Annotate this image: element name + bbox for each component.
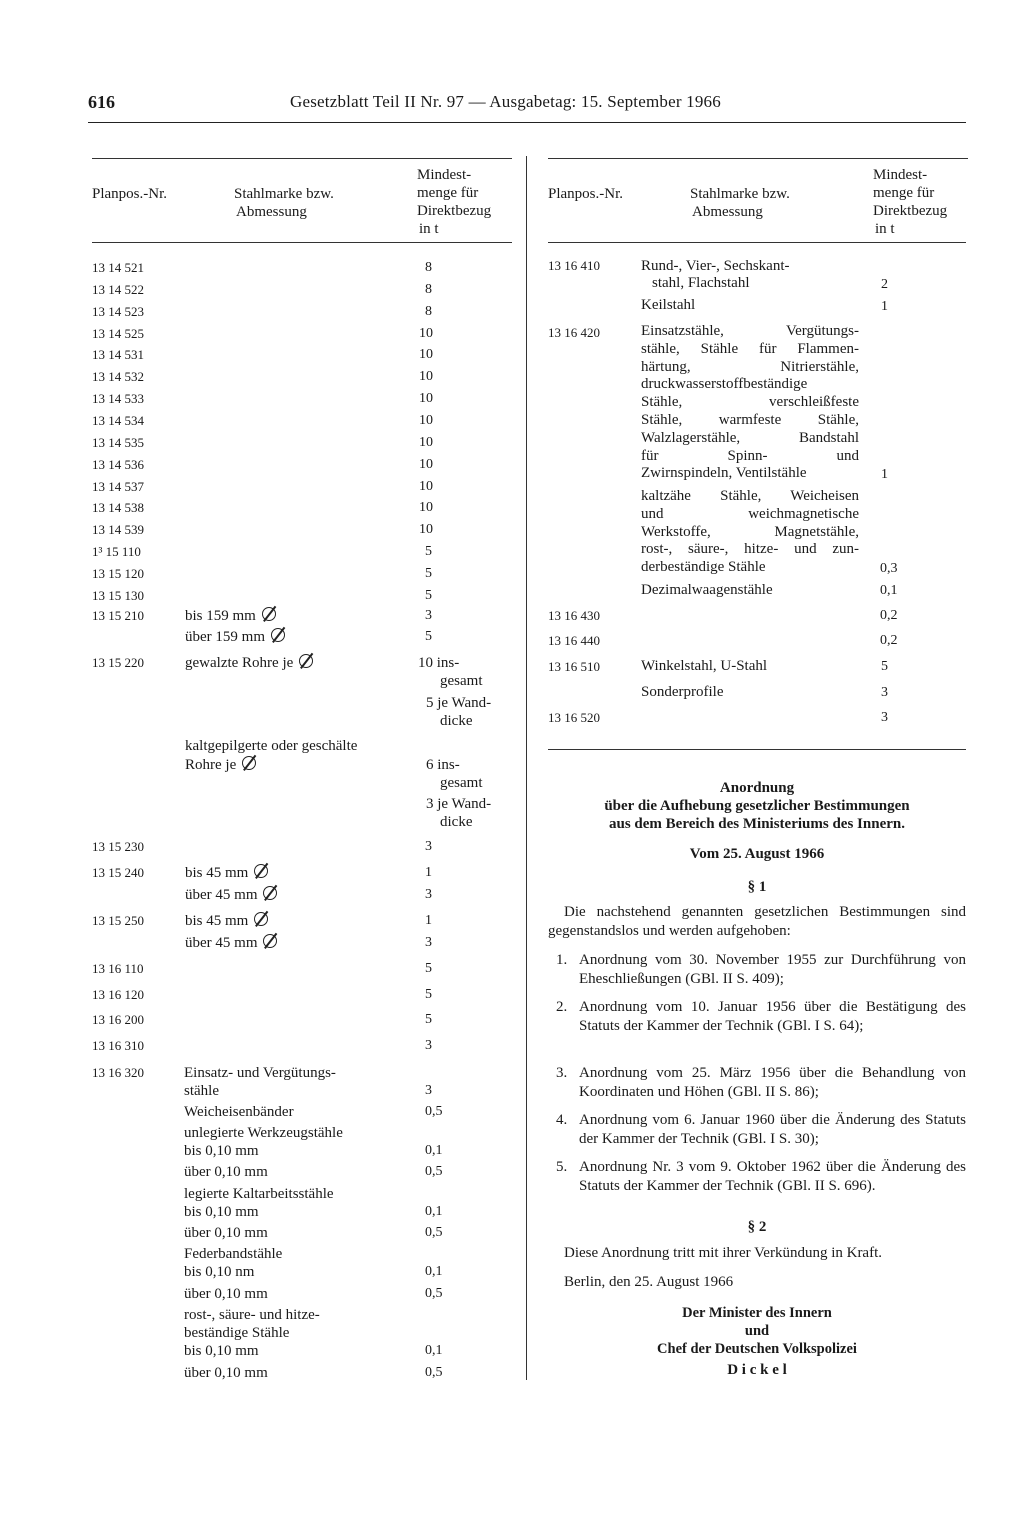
row-desc: beständige Stähle bbox=[184, 1325, 290, 1341]
row-qty: 3 bbox=[881, 710, 888, 725]
row-qty: 3 bbox=[425, 839, 432, 854]
row-qty: 5 bbox=[425, 544, 432, 559]
diameter-symbol bbox=[263, 886, 277, 900]
left-th-menge-2: menge für bbox=[417, 185, 479, 201]
row-nr: 13 14 539 bbox=[92, 522, 144, 537]
row-qty: 8 bbox=[425, 304, 432, 319]
row-qty: 0,1 bbox=[425, 1343, 443, 1358]
row-qty: 0,5 bbox=[425, 1286, 443, 1301]
right-th-menge-2: menge für bbox=[873, 185, 935, 201]
row-qty: 10 bbox=[419, 413, 433, 428]
list-item-number: 5. bbox=[556, 1159, 568, 1175]
row-nr: 13 14 531 bbox=[92, 347, 144, 362]
row-nr: 13 16 110 bbox=[92, 961, 144, 976]
row-desc: härtung, Nitrierstähle, bbox=[641, 359, 859, 375]
diameter-symbol bbox=[242, 756, 256, 770]
place-date: Berlin, den 25. August 1966 bbox=[564, 1274, 734, 1290]
page-number: 616 bbox=[88, 92, 115, 112]
row-qty: 0,5 bbox=[425, 1225, 443, 1240]
row-desc: kaltzähe Stähle, Weicheisen bbox=[641, 488, 859, 504]
desc-text: über 159 mm bbox=[185, 629, 265, 645]
row-qty: 2 bbox=[881, 277, 888, 292]
diameter-symbol bbox=[263, 934, 277, 948]
row-qty-text: 3 je Wand- bbox=[426, 796, 492, 812]
row-qty: 10 bbox=[419, 326, 433, 341]
row-desc: Stähle, verschleißfeste bbox=[641, 394, 859, 410]
row-desc: Einsatzstähle, Vergütungs- bbox=[641, 323, 859, 339]
diameter-symbol bbox=[254, 912, 268, 926]
row-qty: 5 bbox=[425, 629, 432, 644]
left-th-menge-4: in t bbox=[419, 221, 439, 237]
right-th-menge-1: Mindest- bbox=[873, 167, 928, 183]
row-nr: 13 15 120 bbox=[92, 566, 144, 581]
row-nr: 13 14 537 bbox=[92, 479, 144, 494]
row-qty: 10 bbox=[419, 457, 433, 472]
row-nr: 13 14 525 bbox=[92, 326, 144, 341]
left-th-stahlmarke-2: Abmessung bbox=[236, 204, 307, 220]
row-desc: kaltgepilgerte oder geschälte bbox=[185, 738, 358, 754]
row-desc: druckwasserstoffbeständige bbox=[641, 376, 808, 392]
row-nr: 13 16 120 bbox=[92, 987, 144, 1002]
row-desc: über 0,10 mm bbox=[184, 1365, 268, 1381]
row-nr: 13 16 430 bbox=[548, 608, 600, 623]
row-qty: 5 bbox=[425, 961, 432, 976]
left-th-menge-3: Direktbezug bbox=[417, 203, 492, 219]
row-nr: 13 14 522 bbox=[92, 282, 144, 297]
row-desc: Federbandstähle bbox=[184, 1246, 283, 1262]
row-desc: Werkstoffe, Magnetstähle, bbox=[641, 524, 859, 540]
row-desc: bis 0,10 mm bbox=[184, 1204, 259, 1220]
section-1-heading: § 1 bbox=[747, 879, 767, 895]
row-qty: 10 bbox=[419, 435, 433, 450]
left-table-header-rule bbox=[92, 242, 512, 243]
right-table-bottom-rule bbox=[548, 749, 966, 750]
row-qty: 10 bbox=[419, 479, 433, 494]
row-qty: 3 bbox=[425, 935, 432, 950]
row-desc: Stähle, warmfeste Stähle, bbox=[641, 412, 859, 428]
list-item: Anordnung vom 6. Januar 1960 über die Änderung des Statuts der Kammer der Technik (GBl. I S. 30); bbox=[579, 1112, 966, 1147]
page-header bbox=[88, 92, 966, 114]
list-item: Anordnung Nr. 3 vom 9. Oktober 1962 über die Änderung des Statuts der Kammer der Technik (GBl. II S. 696). bbox=[579, 1159, 966, 1194]
row-desc: und weichmagnetische bbox=[641, 506, 859, 522]
row-qty: 0,2 bbox=[880, 633, 898, 648]
row-qty: 8 bbox=[425, 260, 432, 275]
row-qty: 1 bbox=[881, 467, 888, 482]
section-2-heading: § 2 bbox=[747, 1219, 767, 1235]
row-desc: derbeständige Stähle bbox=[641, 559, 766, 575]
row-qty: 1 bbox=[425, 913, 432, 928]
row-desc: bis 0,10 mm bbox=[184, 1343, 259, 1359]
list-item-number: 3. bbox=[556, 1065, 568, 1081]
row-desc: über 0,10 mm bbox=[184, 1164, 268, 1180]
row-desc: Rund-, Vier-, Sechskant- bbox=[641, 258, 790, 274]
list-item-number: 1. bbox=[556, 952, 568, 968]
section-2-text: Diese Anordnung tritt mit ihrer Verkündung in Kraft. bbox=[564, 1245, 883, 1261]
row-qty: 8 bbox=[425, 282, 432, 297]
row-desc: stähle bbox=[184, 1083, 219, 1099]
row-qty-text: gesamt bbox=[440, 673, 483, 689]
row-nr: 13 14 532 bbox=[92, 369, 144, 384]
row-desc bbox=[185, 756, 256, 774]
signature-name: D i c k e l bbox=[727, 1362, 787, 1378]
row-nr: 13 14 533 bbox=[92, 391, 144, 406]
row-desc: über 0,10 mm bbox=[184, 1286, 268, 1302]
row-qty: 0,3 bbox=[880, 561, 898, 576]
row-desc: Walzlagerstähle, Bandstahl bbox=[641, 430, 859, 446]
right-th-stahlmarke-1: Stahlmarke bzw. bbox=[690, 186, 790, 202]
column-separator bbox=[526, 156, 527, 1380]
right-th-menge-3: Direktbezug bbox=[873, 203, 948, 219]
row-desc bbox=[185, 934, 277, 952]
row-qty: 0,1 bbox=[425, 1143, 443, 1158]
row-qty: 0,5 bbox=[425, 1164, 443, 1179]
desc-text: bis 45 mm bbox=[185, 865, 249, 881]
row-nr: 13 16 420 bbox=[548, 325, 600, 340]
row-nr: 13 14 534 bbox=[92, 413, 144, 428]
row-desc: Zwirnspindeln, Ventilstähle bbox=[641, 465, 807, 481]
row-nr: 13 14 536 bbox=[92, 457, 144, 472]
desc-text: über 45 mm bbox=[185, 887, 258, 903]
list-item: Anordnung vom 30. November 1955 zur Durchführung von Eheschließungen (GBl. II S. 409); bbox=[579, 952, 966, 987]
row-desc: bis 0,10 nm bbox=[184, 1264, 255, 1280]
signature-line-2: und bbox=[744, 1323, 770, 1339]
row-nr: 13 15 220 bbox=[92, 655, 144, 670]
ordinance-title-3: aus dem Bereich des Ministeriums des Innern. bbox=[609, 816, 905, 832]
desc-text: bis 159 mm bbox=[185, 608, 256, 624]
row-nr: 13 14 538 bbox=[92, 500, 144, 515]
row-qty: 10 bbox=[419, 369, 433, 384]
left-th-menge-1: Mindest- bbox=[417, 167, 472, 183]
row-nr: 13 16 320 bbox=[92, 1065, 144, 1080]
row-nr: 13 16 520 bbox=[548, 710, 600, 725]
ordinance-title-1: Anordnung bbox=[719, 780, 795, 796]
ordinance-date: Vom 25. August 1966 bbox=[689, 846, 825, 862]
row-qty: 0,2 bbox=[880, 608, 898, 623]
diameter-symbol bbox=[262, 607, 276, 621]
row-desc: bis 0,10 mm bbox=[184, 1143, 259, 1159]
row-qty: 5 bbox=[425, 588, 432, 603]
desc-text: gewalzte Rohre je bbox=[185, 655, 294, 671]
row-qty: 10 bbox=[419, 500, 433, 515]
row-desc: rost-, säure- und hitze- bbox=[184, 1307, 320, 1323]
row-desc: unlegierte Werkzeugstähle bbox=[184, 1125, 343, 1141]
row-nr: 13 15 130 bbox=[92, 588, 144, 603]
row-nr: 13 16 200 bbox=[92, 1012, 144, 1027]
list-item-number: 4. bbox=[556, 1112, 568, 1128]
row-qty: 5 bbox=[425, 987, 432, 1002]
right-th-planpos: Planpos.-Nr. bbox=[548, 186, 623, 202]
diameter-symbol bbox=[271, 628, 285, 642]
row-desc bbox=[185, 628, 285, 646]
row-qty: 3 bbox=[425, 1038, 432, 1053]
row-nr: 13 15 250 bbox=[92, 913, 144, 928]
row-qty-text: 5 je Wand- bbox=[426, 695, 492, 711]
list-item-number: 2. bbox=[556, 999, 568, 1015]
section-1-intro: Die nachstehend genannten gesetzlichen Bestimmungen sind gegenstandslos und werden aufgehoben: bbox=[548, 904, 966, 939]
row-qty: 0,1 bbox=[425, 1264, 443, 1279]
desc-text: bis 45 mm bbox=[185, 913, 249, 929]
row-qty: 0,1 bbox=[880, 583, 898, 598]
row-desc: für Spinn- und bbox=[641, 448, 859, 464]
row-desc: Einsatz- und Vergütungs- bbox=[184, 1065, 336, 1081]
row-desc: Weicheisenbänder bbox=[184, 1104, 294, 1120]
list-item: Anordnung vom 10. Januar 1956 über die Bestätigung des Statuts der Kammer der Technik (GBl. I S. 64); bbox=[579, 999, 966, 1034]
row-qty: 0,5 bbox=[425, 1104, 443, 1119]
row-desc: Sonderprofile bbox=[641, 684, 724, 700]
row-qty: 5 bbox=[425, 566, 432, 581]
signature-line-1: Der Minister des Innern bbox=[682, 1305, 832, 1321]
row-desc bbox=[185, 912, 268, 930]
row-nr: 13 14 523 bbox=[92, 304, 144, 319]
row-qty-text: dicke bbox=[440, 713, 473, 729]
row-qty-text: 10 ins- bbox=[418, 655, 460, 671]
row-qty: 3 bbox=[425, 887, 432, 902]
row-qty: 5 bbox=[425, 1012, 432, 1027]
row-desc: Winkelstahl, U-Stahl bbox=[641, 658, 768, 674]
left-table-top-rule bbox=[92, 158, 512, 159]
right-th-menge-4: in t bbox=[875, 221, 895, 237]
right-table-top-rule bbox=[548, 158, 968, 159]
right-th-stahlmarke-2: Abmessung bbox=[692, 204, 763, 220]
row-desc: über 0,10 mm bbox=[184, 1225, 268, 1241]
row-nr: 13 16 310 bbox=[92, 1038, 144, 1053]
row-desc bbox=[185, 886, 277, 904]
row-nr: 13 16 410 bbox=[548, 258, 600, 273]
row-desc: stähle, Stähle für Flammen- bbox=[641, 341, 859, 357]
row-desc bbox=[185, 864, 268, 882]
row-qty: 1 bbox=[425, 865, 432, 880]
row-nr: 13 15 230 bbox=[92, 839, 144, 854]
row-nr: 13 15 240 bbox=[92, 865, 144, 880]
row-qty: 0,1 bbox=[425, 1204, 443, 1219]
row-qty-text: 6 ins- bbox=[426, 757, 460, 773]
right-table-header-rule bbox=[548, 242, 966, 243]
row-nr: 13 15 210 bbox=[92, 608, 144, 623]
row-desc bbox=[185, 607, 276, 625]
row-desc: rost-, säure-, hitze- und zun- bbox=[641, 541, 859, 557]
row-qty: 3 bbox=[425, 1083, 432, 1098]
desc-text: Rohre je bbox=[185, 757, 237, 773]
left-th-planpos: Planpos.-Nr. bbox=[92, 186, 167, 202]
row-nr: 13 16 510 bbox=[548, 659, 600, 674]
diameter-symbol bbox=[299, 654, 313, 668]
gazette-title: Gesetzblatt Teil II Nr. 97 — Ausgabetag: 15. September 1966 bbox=[290, 92, 721, 111]
row-qty: 1 bbox=[881, 299, 888, 314]
ordinance-title-2: über die Aufhebung gesetzlicher Bestimmungen bbox=[604, 798, 910, 814]
row-qty: 10 bbox=[419, 522, 433, 537]
row-desc: stahl, Flachstahl bbox=[652, 275, 750, 291]
row-qty-text: gesamt bbox=[440, 775, 483, 791]
header-rule bbox=[88, 122, 966, 123]
row-nr: 13 16 440 bbox=[548, 633, 600, 648]
list-item: Anordnung vom 25. März 1956 über die Behandlung von Koordinaten und Höhen (GBl. II S. 86); bbox=[579, 1065, 966, 1100]
row-qty: 5 bbox=[881, 659, 888, 674]
row-desc: Keilstahl bbox=[641, 297, 696, 313]
left-th-stahlmarke-1: Stahlmarke bzw. bbox=[234, 186, 334, 202]
row-nr: 13 14 535 bbox=[92, 435, 144, 450]
row-desc bbox=[185, 654, 313, 672]
desc-text: über 45 mm bbox=[185, 935, 258, 951]
row-desc: legierte Kaltarbeitsstähle bbox=[184, 1186, 334, 1202]
signature-line-3: Chef der Deutschen Volkspolizei bbox=[657, 1341, 857, 1357]
row-qty: 3 bbox=[881, 685, 888, 700]
diameter-symbol bbox=[254, 864, 268, 878]
row-desc: Dezimalwaagenstähle bbox=[641, 582, 773, 598]
row-nr: 13 14 521 bbox=[92, 260, 144, 275]
row-qty: 3 bbox=[425, 608, 432, 623]
row-nr: 1³ 15 110 bbox=[92, 544, 141, 559]
row-qty: 0,5 bbox=[425, 1365, 443, 1380]
row-qty: 10 bbox=[419, 391, 433, 406]
row-qty: 10 bbox=[419, 347, 433, 362]
row-qty-text: dicke bbox=[440, 814, 473, 830]
